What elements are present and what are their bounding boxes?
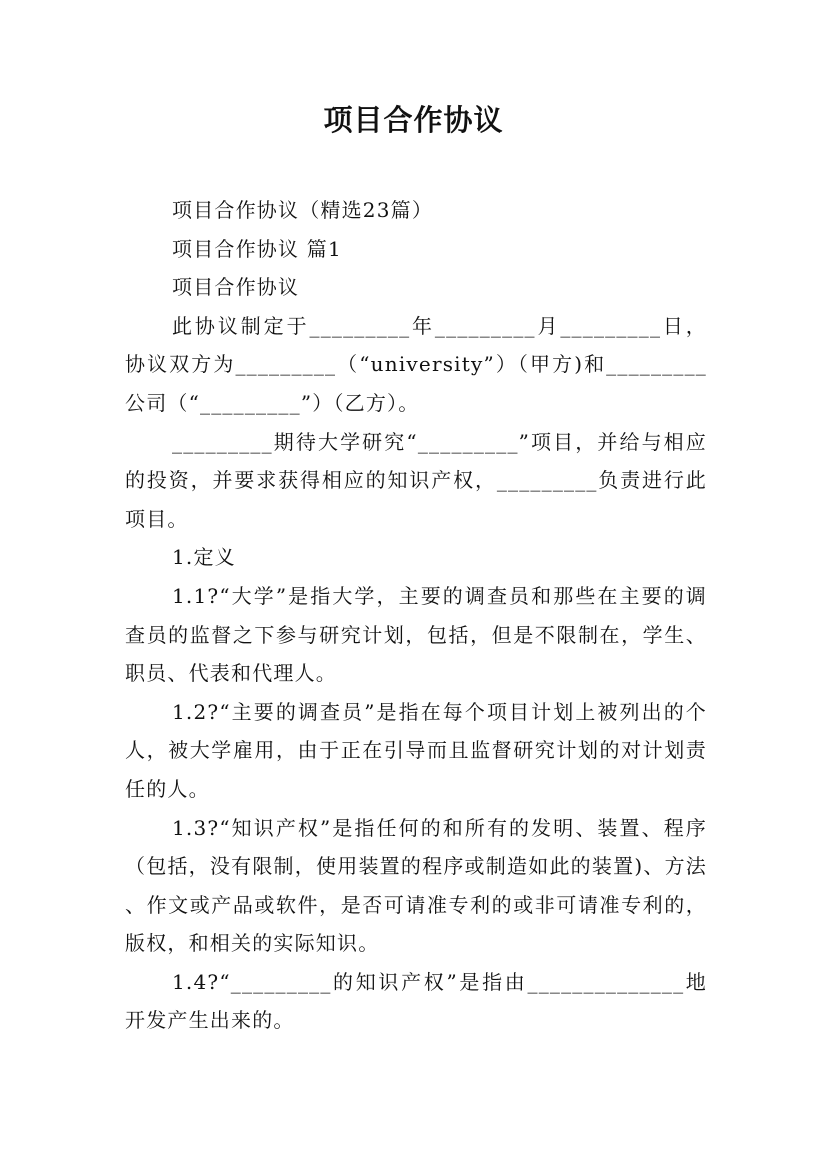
paragraph-definition-1-3: 1.3?“知识产权”是指任何的和所有的发明、装置、程序（包括，没有限制，使用装置的程序或制造如此的装置)、方法、作文或产品或软件，是否可请准专利的或非可请准专利的，版权，和相关的实际知识。 bbox=[125, 815, 707, 956]
paragraph-subtitle: 项目合作协议（精选23篇） bbox=[172, 198, 434, 222]
paragraph-definition-1-4: 1.4?“_________的知识产权”是指由______________地开发产生出来的。 bbox=[125, 969, 707, 1033]
paragraph-definitions-heading: 1.定义 bbox=[172, 545, 236, 570]
paragraph-parties: 此协议制定于_________年_________月_________日，协议双方为_________（“university”）（甲方)和_________公司（“_________”）（乙方）。 bbox=[125, 313, 707, 415]
paragraph-definition-1-2: 1.2?“主要的调查员”是指在每个项目计划上被列出的个人，被大学雇用，由于正在引导而且监督研究计划的对计划责任的人。 bbox=[125, 699, 707, 801]
paragraph-definition-1-1: 1.1?“大学”是指大学，主要的调查员和那些在主要的调查员的监督之下参与研究计划，包括，但是不限制在，学生、职员、代表和代理人。 bbox=[125, 583, 707, 686]
document-body bbox=[125, 191, 707, 1040]
paragraph-section-heading: 项目合作协议 篇1 bbox=[172, 236, 342, 261]
paragraph-agreement-name: 项目合作协议 bbox=[172, 275, 300, 300]
document-title: 项目合作协议 bbox=[323, 103, 504, 137]
paragraph-purpose: _________期待大学研究“_________”项目，并给与相应的投资，并要求获得相应的知识产权，_________负责进行此项目。 bbox=[125, 429, 707, 531]
